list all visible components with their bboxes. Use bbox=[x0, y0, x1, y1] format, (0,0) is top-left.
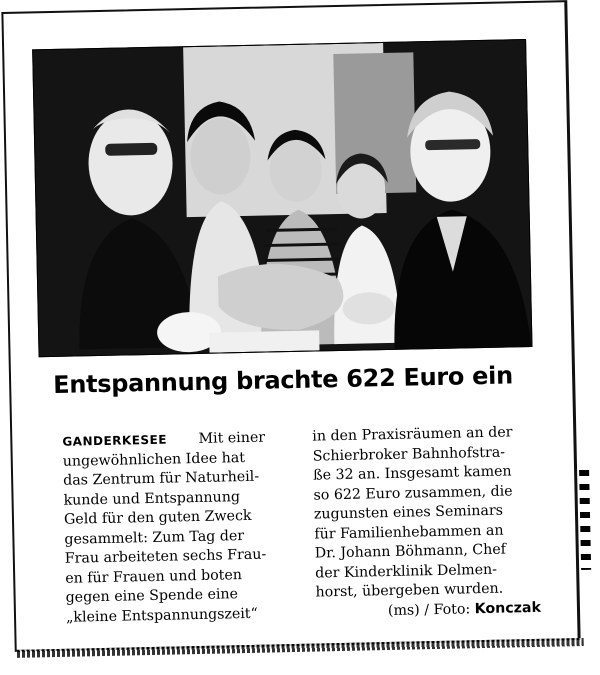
text-line: zugunsten eines Seminars bbox=[313, 502, 504, 523]
credit-author: (ms) / Foto: bbox=[387, 600, 475, 619]
text-line: der Kinderklinik Delmen- bbox=[315, 561, 498, 582]
text-line: „kleine Entspannungszeit“ bbox=[65, 605, 258, 626]
photo-image bbox=[33, 40, 531, 356]
text-line: horst, übergeben wurden. bbox=[315, 580, 504, 601]
text-line: Dr. Johann Böhmann, Chef bbox=[314, 541, 507, 562]
text-line: Frau arbeiteten sechs Frau- bbox=[64, 546, 267, 567]
credit-photographer: Konczak bbox=[474, 599, 542, 617]
text-line: Mit einer bbox=[198, 429, 266, 447]
text-line: für Familienhebammen an bbox=[314, 522, 504, 543]
article-column-right bbox=[312, 423, 541, 623]
scan-edge-marks bbox=[579, 470, 591, 570]
text-line: ße 32 an. Insgesamt kamen bbox=[312, 463, 512, 484]
text-line: so 622 Euro zusammen, die bbox=[313, 482, 513, 504]
article-headline: Entspannung brachte 622 Euro ein bbox=[52, 361, 514, 399]
text-line: Geld für den guten Zweck bbox=[63, 507, 252, 528]
text-line: gesammelt: Zum Tag der bbox=[64, 527, 245, 548]
text-line: kunde und Entspannung bbox=[63, 488, 241, 509]
article-photo bbox=[32, 39, 532, 357]
text-line: ungewöhnlichen Idee hat bbox=[62, 449, 246, 470]
text-line: en für Frauen und boten bbox=[65, 566, 243, 587]
text-line: in den Praxisräumen an der bbox=[312, 424, 513, 445]
text-line: Schierbroker Bahnhofstra- bbox=[312, 444, 506, 465]
text-line: das Zentrum für Naturheil- bbox=[63, 468, 260, 489]
text-line: gegen eine Spende eine bbox=[65, 586, 239, 606]
newspaper-clipping bbox=[1, 0, 580, 652]
article-column-left bbox=[62, 428, 298, 628]
dateline: GANDERKESEE bbox=[62, 432, 168, 449]
